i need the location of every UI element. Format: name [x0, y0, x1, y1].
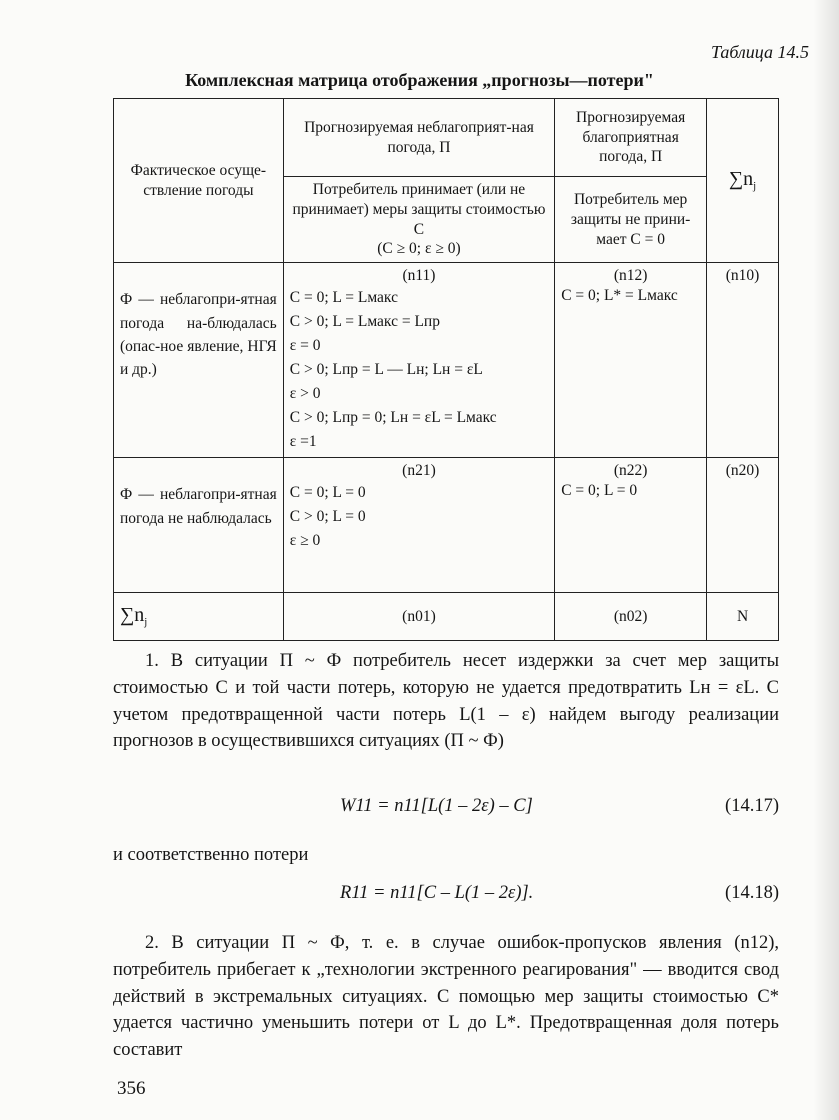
n11-conditions: C = 0; L = Lмакс C > 0; L = Lмакс = Lпр ε = 0 C > 0; Lпр = L — Lн; Lн = εL ε > 0 C > 0; Lпр = 0; Lн = εL = Lмакс ε =1 [289, 289, 497, 451]
header-consumer-protects: Потребитель принимает (или не принимает) меры защиты стоимостью C (C ≥ 0; ε ≥ 0) [283, 177, 554, 263]
cell-n01: (n01) [283, 593, 554, 641]
page-number: 356 [117, 1078, 146, 1099]
paragraph-between: и соответственно потери [113, 845, 309, 865]
cell-n12: (n12) C = 0; L* = Lмакс [555, 263, 707, 458]
paragraph-2: 2. В ситуации П ~ Ф, т. е. в случае ошибок-пропусков явления (n12), потребитель прибегает к „технологии экстренного реагирования" — вводится свод действий в экстремальных ситуациях. С помощью мер защиты стоимостью C* удается частично уменьшить потери от L до L*. Предотвращенная доля потерь составит [113, 933, 779, 1061]
cell-N: N [707, 593, 779, 641]
row-sum [114, 593, 779, 641]
row-unfavorable-not-observed [114, 458, 779, 593]
cell-n10: (n10) [707, 263, 779, 458]
row1-label: Ф — неблагопри-ятная погода на-блюдалась (опас-ное явление, НГЯ и др.) [120, 291, 277, 379]
row2-label-cell [114, 458, 284, 593]
header-consumer-no-protection: Потребитель мер защиты не прини-мает C = 0 [555, 177, 707, 263]
formula-14-18: R11 = n11[C – L(1 – 2ε)]. (14.18) [340, 883, 779, 903]
row-unfavorable-observed [114, 263, 779, 458]
formula-14-17: W11 = n11[L(1 – 2ε) – C] (14.17) [340, 796, 779, 816]
header-sum-nj: $\sum n_j$ [707, 99, 779, 263]
table-caption: Таблица 14.5 [710, 42, 809, 62]
row3-label: $\sum n_j$ [114, 593, 284, 641]
cell-n22: (n22) C = 0; L = 0 [555, 458, 707, 593]
eq-number-14-17: (14.17) [725, 796, 779, 816]
header-actual-weather: Фактическое осуще-ствление погоды [114, 99, 284, 263]
cell-n11: (n11) C = 0; L = Lмакс C > 0; L = Lмакс = Lпр ε = 0 C > 0; Lпр = L — Lн; Lн = εL ε > 0 C > 0; Lпр = 0; Lн = εL = Lмакс ε =1 [283, 263, 554, 458]
header-unfavorable-forecast: Прогнозируемая неблагоприят-ная погода, П [283, 99, 554, 177]
row2-label: Ф — неблагопри-ятная погода не наблюдалась [120, 486, 277, 527]
forecast-loss-matrix [113, 98, 779, 641]
page-edge-shadow [813, 0, 839, 1120]
cell-n20: (n20) [707, 458, 779, 593]
paragraph-1: 1. В ситуации П ~ Ф потребитель несет издержки за счет мер защиты стоимостью C и той части потерь, которую не удается предотвратить Lн = εL. С учетом предотвращенной части потерь L(1 – ε) найдем выгоду реализации прогнозов в осуществившихся ситуациях (П ~ Ф) [113, 651, 779, 752]
cell-n21: (n21) C = 0; L = 0 C > 0; L = 0 ε ≥ 0 [283, 458, 554, 593]
header-favorable-forecast: Прогнозируемая благоприятная погода, П [555, 99, 707, 177]
table-title: Комплексная матрица отображения „прогнозы—потери" [185, 70, 654, 90]
eq-number-14-18: (14.18) [725, 883, 779, 903]
cell-n02: (n02) [555, 593, 707, 641]
row1-label-cell [114, 263, 284, 458]
